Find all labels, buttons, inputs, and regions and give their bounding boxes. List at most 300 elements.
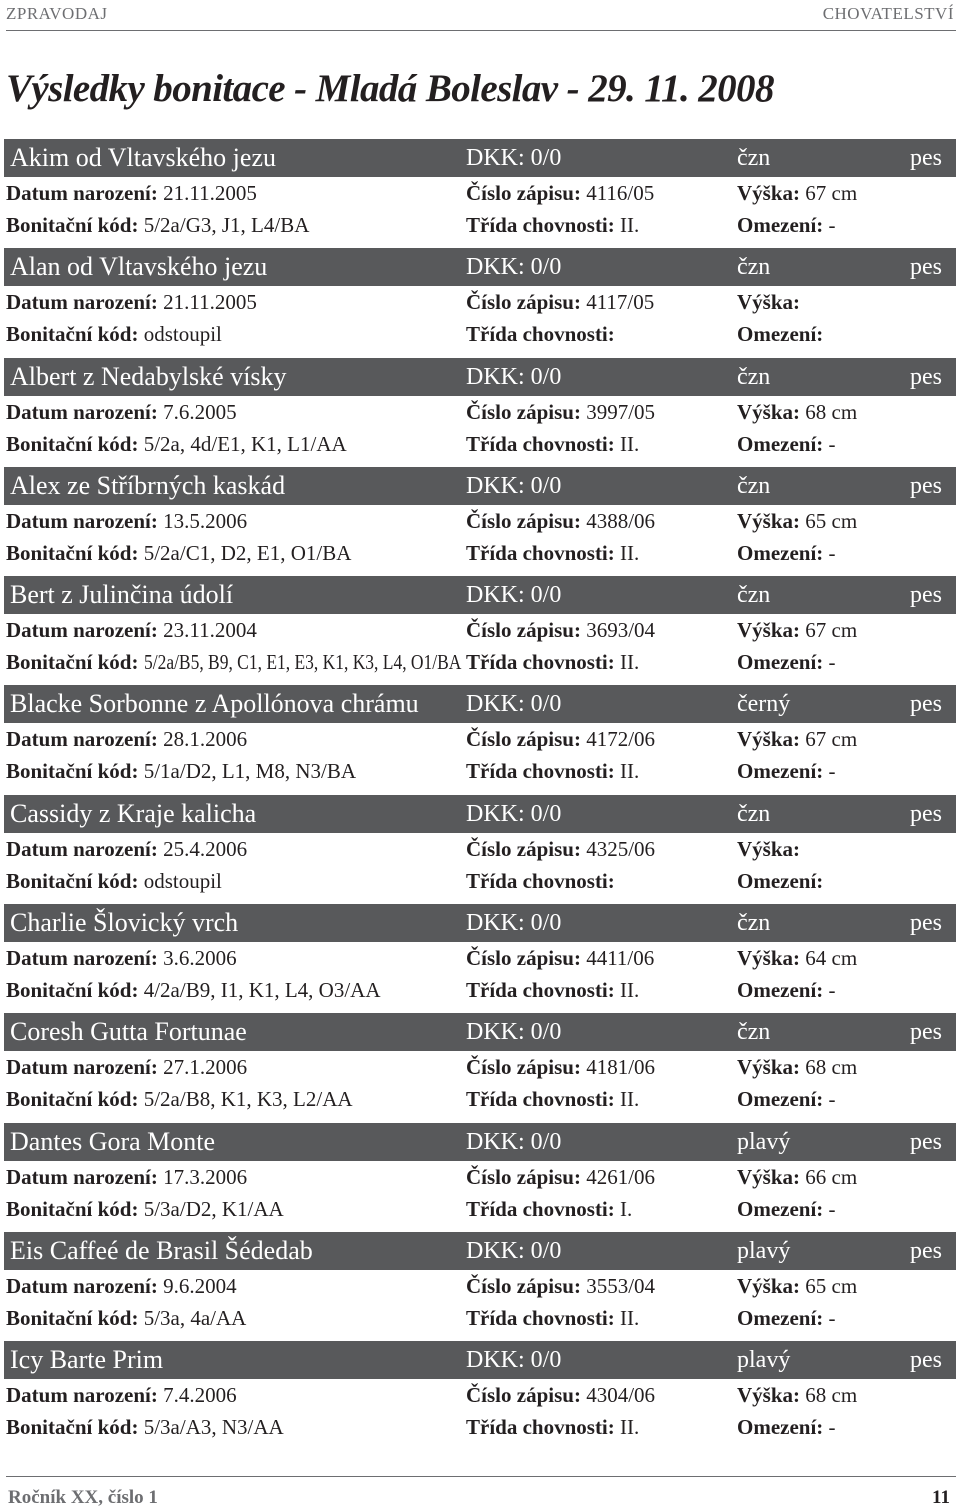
code-label: Bonitační kód: xyxy=(6,978,139,1003)
bonitation-code xyxy=(6,646,525,678)
dkk-label: DKK: xyxy=(466,800,525,827)
registration xyxy=(466,723,655,755)
height xyxy=(737,1161,857,1193)
code-label: Bonitační kód: xyxy=(6,1305,139,1330)
dkk-value xyxy=(466,1232,561,1270)
registration xyxy=(466,396,655,428)
registration xyxy=(466,505,655,537)
dkk-result: 0/0 xyxy=(530,1347,562,1374)
breeding-class xyxy=(466,865,615,897)
coat-color: plavý xyxy=(737,1128,791,1155)
dkk-label: DKK: xyxy=(466,1347,525,1374)
height-label: Výška: xyxy=(737,508,801,533)
sex: pes xyxy=(910,363,942,390)
birth-label: Datum narození: xyxy=(6,290,158,315)
entry-line-1 xyxy=(4,723,956,755)
bonitation-code xyxy=(6,755,356,787)
birth-date xyxy=(6,833,247,865)
code-value: 5/3a/D2, K1/AA xyxy=(143,1196,284,1221)
birth-date xyxy=(6,1270,237,1302)
breeding-class xyxy=(466,1083,639,1115)
dkk-label: DKK: xyxy=(466,1237,525,1264)
coat-color: černý xyxy=(737,691,791,718)
registration xyxy=(466,286,654,318)
dkk-value xyxy=(466,139,561,177)
breeding-class xyxy=(466,428,639,460)
reg-value: 4117/05 xyxy=(586,290,655,315)
class-value: II. xyxy=(620,540,640,565)
dog-name: Alex ze Stříbrných kaskád xyxy=(10,470,286,500)
code-value: 5/2a/B5, B9, C1, E1, E3, K1, K3, L4, O1/BA xyxy=(143,650,462,675)
height-label: Výška: xyxy=(737,181,801,205)
footer-rule xyxy=(6,1476,956,1477)
entry-header xyxy=(4,358,956,396)
bonitation-code xyxy=(6,209,309,241)
entry-line-1 xyxy=(4,286,956,318)
header-section: CHOVATELSTVÍ xyxy=(822,4,954,23)
class-value: II. xyxy=(620,1305,640,1330)
reg-value: 3553/04 xyxy=(586,1273,656,1298)
entry-line-1 xyxy=(4,505,956,537)
height xyxy=(737,723,857,755)
code-label: Bonitační kód: xyxy=(6,868,139,893)
dog-name: Cassidy z Kraje kalicha xyxy=(10,798,257,828)
sex: pes xyxy=(910,1347,942,1374)
height-value: 68 cm xyxy=(805,1055,858,1080)
dkk-label: DKK: xyxy=(466,254,525,281)
reg-value: 4116/05 xyxy=(586,181,655,205)
class-label: Třída chovnosti: xyxy=(466,431,615,456)
reg-label: Číslo zápisu: xyxy=(466,290,581,315)
dog-name: Alan od Vltavského jezu xyxy=(10,252,268,282)
reg-label: Číslo zápisu: xyxy=(466,1055,581,1080)
height-label: Výška: xyxy=(737,946,801,971)
restriction xyxy=(737,428,836,460)
birth-label: Datum narození: xyxy=(6,836,158,861)
sex: pes xyxy=(910,1128,942,1155)
class-value: II. xyxy=(620,759,640,784)
limit-label: Omezení: xyxy=(737,1196,824,1221)
height-value: 65 cm xyxy=(805,1273,858,1298)
entry-line-2 xyxy=(4,209,956,241)
coat-color: čzn xyxy=(737,800,771,827)
entry-line-2 xyxy=(4,1083,956,1115)
height-value: 68 cm xyxy=(805,1383,858,1408)
height-value: 64 cm xyxy=(805,946,858,971)
dog-entry xyxy=(4,795,956,904)
entry-line-2 xyxy=(4,1302,956,1334)
bonitation-code xyxy=(6,865,222,897)
class-label: Třída chovnosti: xyxy=(466,1305,615,1330)
birth-label: Datum narození: xyxy=(6,399,158,424)
birth-value: 21.11.2005 xyxy=(163,290,257,315)
entry-header xyxy=(4,467,956,505)
code-value: odstoupil xyxy=(143,322,222,347)
dkk-result: 0/0 xyxy=(530,691,562,718)
dkk-result: 0/0 xyxy=(530,1237,562,1264)
height-label: Výška: xyxy=(737,836,801,861)
entry-header xyxy=(4,248,956,286)
coat-color: čzn xyxy=(737,1019,771,1046)
dog-entry xyxy=(4,248,956,357)
page-title: Výsledky bonitace - Mladá Boleslav - 29. 11. 2008 xyxy=(6,67,774,110)
coat-color: plavý xyxy=(737,1347,791,1374)
dog-name: Blacke Sorbonne z Apollónova chrámu xyxy=(10,689,419,719)
entry-header xyxy=(4,1123,956,1161)
code-value: odstoupil xyxy=(143,868,222,893)
dkk-value xyxy=(466,1341,561,1379)
entry-line-2 xyxy=(4,537,956,569)
entry-header xyxy=(4,795,956,833)
dkk-label: DKK: xyxy=(466,910,525,937)
height-label: Výška: xyxy=(737,618,801,643)
dog-name: Eis Caffeé de Brasil Šédedab xyxy=(10,1235,313,1265)
class-label: Třída chovnosti: xyxy=(466,540,615,565)
limit-label: Omezení: xyxy=(737,431,824,456)
dog-entry xyxy=(4,1232,956,1341)
coat-color: čzn xyxy=(737,254,771,281)
code-value: 5/2a/C1, D2, E1, O1/BA xyxy=(143,540,352,565)
entry-line-1 xyxy=(4,1270,956,1302)
class-value: II. xyxy=(620,1087,640,1112)
code-label: Bonitační kód: xyxy=(6,540,139,565)
dog-name: Coresh Gutta Fortunae xyxy=(10,1017,247,1047)
entry-line-2 xyxy=(4,428,956,460)
dkk-value xyxy=(466,358,561,396)
dog-entry xyxy=(4,467,956,576)
height-label: Výška: xyxy=(737,399,801,424)
entry-line-2 xyxy=(4,1411,956,1443)
reg-label: Číslo zápisu: xyxy=(466,618,581,643)
entry-header xyxy=(4,1013,956,1051)
birth-label: Datum narození: xyxy=(6,727,158,752)
entry-line-1 xyxy=(4,1051,956,1083)
height xyxy=(737,1051,857,1083)
registration xyxy=(466,833,655,865)
limit-label: Omezení: xyxy=(737,650,824,675)
reg-value: 4388/06 xyxy=(586,508,656,533)
birth-label: Datum narození: xyxy=(6,508,158,533)
dkk-result: 0/0 xyxy=(530,910,562,937)
birth-label: Datum narození: xyxy=(6,1383,158,1408)
height-value: 67 cm xyxy=(805,181,858,205)
code-label: Bonitační kód: xyxy=(6,759,139,784)
height-label: Výška: xyxy=(737,1383,801,1408)
dog-entry xyxy=(4,685,956,794)
reg-label: Číslo zápisu: xyxy=(466,1273,581,1298)
class-label: Třída chovnosti: xyxy=(466,759,615,784)
class-value: I. xyxy=(620,1196,633,1221)
birth-date xyxy=(6,723,247,755)
class-value: II. xyxy=(620,650,640,675)
class-label: Třída chovnosti: xyxy=(466,868,615,893)
entry-header xyxy=(4,1341,956,1379)
class-label: Třída chovnosti: xyxy=(466,1087,615,1112)
dog-entry xyxy=(4,1013,956,1122)
limit-label: Omezení: xyxy=(737,213,824,237)
height-label: Výška: xyxy=(737,290,801,315)
restriction xyxy=(737,318,823,350)
height xyxy=(737,942,857,974)
limit-value: - xyxy=(828,978,836,1003)
birth-value: 25.4.2006 xyxy=(163,836,248,861)
dkk-value xyxy=(466,576,561,614)
code-label: Bonitační kód: xyxy=(6,322,139,347)
dkk-value xyxy=(466,248,561,286)
code-label: Bonitační kód: xyxy=(6,1196,139,1221)
coat-color: čzn xyxy=(737,582,771,609)
reg-label: Číslo zápisu: xyxy=(466,181,581,205)
code-value: 5/3a/A3, N3/AA xyxy=(143,1415,284,1440)
sex: pes xyxy=(910,800,942,827)
footer-issue: Ročník XX, číslo 1 xyxy=(8,1487,158,1508)
limit-label: Omezení: xyxy=(737,868,824,893)
birth-date xyxy=(6,286,257,318)
registration xyxy=(466,1379,655,1411)
entry-line-1 xyxy=(4,396,956,428)
entry-line-2 xyxy=(4,318,956,350)
limit-value: - xyxy=(828,1415,836,1440)
limit-label: Omezení: xyxy=(737,1087,824,1112)
height-label: Výška: xyxy=(737,1273,801,1298)
entry-line-2 xyxy=(4,646,956,678)
code-label: Bonitační kód: xyxy=(6,431,139,456)
class-label: Třída chovnosti: xyxy=(466,322,615,347)
dkk-result: 0/0 xyxy=(530,145,562,171)
birth-date xyxy=(6,942,237,974)
birth-value: 27.1.2006 xyxy=(163,1055,248,1080)
birth-value: 28.1.2006 xyxy=(163,727,248,752)
birth-label: Datum narození: xyxy=(6,946,158,971)
reg-label: Číslo zápisu: xyxy=(466,508,581,533)
height xyxy=(737,177,857,209)
code-value: 5/1a/D2, L1, M8, N3/BA xyxy=(143,759,357,784)
birth-value: 7.4.2006 xyxy=(163,1383,237,1408)
limit-value: - xyxy=(828,650,836,675)
sex: pes xyxy=(910,472,942,499)
limit-value: - xyxy=(828,213,836,237)
height-label: Výška: xyxy=(737,1164,801,1189)
entry-header xyxy=(4,685,956,723)
height-label: Výška: xyxy=(737,727,801,752)
birth-date xyxy=(6,1379,237,1411)
bonitation-code xyxy=(6,1302,246,1334)
limit-value: - xyxy=(828,1196,836,1221)
registration xyxy=(466,1051,655,1083)
limit-label: Omezení: xyxy=(737,759,824,784)
breeding-class xyxy=(466,537,639,569)
restriction xyxy=(737,1193,836,1225)
dkk-result: 0/0 xyxy=(530,582,562,609)
birth-value: 9.6.2004 xyxy=(163,1273,237,1298)
class-label: Třída chovnosti: xyxy=(466,978,615,1003)
entry-line-1 xyxy=(4,1379,956,1411)
reg-label: Číslo zápisu: xyxy=(466,399,581,424)
entry-header xyxy=(4,1232,956,1270)
registration xyxy=(466,1161,655,1193)
restriction xyxy=(737,537,836,569)
coat-color: čzn xyxy=(737,472,771,499)
dkk-label: DKK: xyxy=(466,582,525,609)
bonitation-code xyxy=(6,428,347,460)
breeding-class xyxy=(466,318,615,350)
limit-value: - xyxy=(828,1087,836,1112)
restriction xyxy=(737,646,836,678)
sex: pes xyxy=(910,910,942,937)
page-number: 11 xyxy=(932,1487,950,1508)
restriction xyxy=(737,865,823,897)
height xyxy=(737,614,857,646)
class-value: II. xyxy=(620,1415,640,1440)
sex: pes xyxy=(910,254,942,281)
registration xyxy=(466,942,654,974)
code-label: Bonitační kód: xyxy=(6,650,139,675)
height xyxy=(737,1379,857,1411)
breeding-class xyxy=(466,974,639,1006)
reg-label: Číslo zápisu: xyxy=(466,1164,581,1189)
restriction xyxy=(737,755,836,787)
header-publication: ZPRAVODAJ xyxy=(6,4,108,23)
breeding-class xyxy=(466,209,639,241)
results-list xyxy=(4,139,956,1451)
height-value: 67 cm xyxy=(805,727,858,752)
code-value: 5/2a/B8, K1, K3, L2/AA xyxy=(143,1087,353,1112)
dkk-value xyxy=(466,1013,561,1051)
height xyxy=(737,505,857,537)
class-label: Třída chovnosti: xyxy=(466,213,615,237)
dkk-value xyxy=(466,904,561,942)
entry-line-1 xyxy=(4,833,956,865)
bonitation-code xyxy=(6,974,381,1006)
dkk-value xyxy=(466,795,561,833)
coat-color: čzn xyxy=(737,910,771,937)
coat-color: plavý xyxy=(737,1237,791,1264)
dkk-result: 0/0 xyxy=(530,254,562,281)
limit-label: Omezení: xyxy=(737,1415,824,1440)
breeding-class xyxy=(466,646,639,678)
limit-value: - xyxy=(828,540,836,565)
registration xyxy=(466,177,654,209)
sex: pes xyxy=(910,145,942,171)
limit-value: - xyxy=(828,431,836,456)
limit-value: - xyxy=(828,1305,836,1330)
dog-entry xyxy=(4,576,956,685)
header-rule xyxy=(6,30,956,31)
entry-line-1 xyxy=(4,1161,956,1193)
class-label: Třída chovnosti: xyxy=(466,1415,615,1440)
birth-label: Datum narození: xyxy=(6,1164,158,1189)
birth-value: 17.3.2006 xyxy=(163,1164,248,1189)
reg-label: Číslo zápisu: xyxy=(466,946,581,971)
entry-line-2 xyxy=(4,865,956,897)
birth-date xyxy=(6,614,257,646)
dog-name: Akim od Vltavského jezu xyxy=(10,143,276,172)
limit-label: Omezení: xyxy=(737,322,824,347)
entry-line-2 xyxy=(4,755,956,787)
dkk-label: DKK: xyxy=(466,145,525,171)
height-value: 65 cm xyxy=(805,508,858,533)
reg-value: 4181/06 xyxy=(586,1055,656,1080)
dkk-label: DKK: xyxy=(466,363,525,390)
code-value: 5/2a/G3, J1, L4/BA xyxy=(143,213,310,237)
entry-line-1 xyxy=(4,614,956,646)
birth-value: 21.11.2005 xyxy=(163,181,257,205)
restriction xyxy=(737,1083,836,1115)
birth-value: 7.6.2005 xyxy=(163,399,237,424)
code-label: Bonitační kód: xyxy=(6,1087,139,1112)
height xyxy=(737,833,800,865)
breeding-class xyxy=(466,1193,632,1225)
birth-date xyxy=(6,177,257,209)
bonitation-code xyxy=(6,537,351,569)
reg-value: 4325/06 xyxy=(586,836,656,861)
class-value: II. xyxy=(620,431,640,456)
class-value: II. xyxy=(620,213,640,237)
restriction xyxy=(737,1302,836,1334)
height xyxy=(737,396,857,428)
birth-value: 13.5.2006 xyxy=(163,508,248,533)
limit-label: Omezení: xyxy=(737,540,824,565)
registration xyxy=(466,1270,655,1302)
entry-header xyxy=(4,904,956,942)
dkk-value xyxy=(466,467,561,505)
birth-value: 23.11.2004 xyxy=(163,618,257,643)
height-value: 66 cm xyxy=(805,1164,858,1189)
dkk-value xyxy=(466,685,561,723)
reg-value: 4172/06 xyxy=(586,727,656,752)
reg-label: Číslo zápisu: xyxy=(466,836,581,861)
reg-value: 4411/06 xyxy=(586,946,655,971)
dog-name: Icy Barte Prim xyxy=(10,1345,164,1375)
code-value: 4/2a/B9, I1, K1, L4, O3/AA xyxy=(143,978,381,1003)
height-label: Výška: xyxy=(737,1055,801,1080)
height-value: 68 cm xyxy=(805,399,858,424)
bonitation-code xyxy=(6,318,222,350)
breeding-class xyxy=(466,755,639,787)
birth-date xyxy=(6,1051,247,1083)
bonitation-code xyxy=(6,1083,353,1115)
dog-name: Bert z Julinčina údolí xyxy=(10,580,234,610)
restriction xyxy=(737,209,836,241)
dkk-value xyxy=(466,1123,561,1161)
dog-name: Dantes Gora Monte xyxy=(10,1126,216,1156)
dog-name: Albert z Nedabylské vísky xyxy=(10,361,287,391)
reg-label: Číslo zápisu: xyxy=(466,1383,581,1408)
code-value: 5/2a, 4d/E1, K1, L1/AA xyxy=(143,431,347,456)
entry-header xyxy=(4,576,956,614)
height xyxy=(737,286,800,318)
code-value: 5/3a, 4a/AA xyxy=(143,1305,247,1330)
limit-value: - xyxy=(828,759,836,784)
restriction xyxy=(737,1411,836,1443)
sex: pes xyxy=(910,1019,942,1046)
dkk-result: 0/0 xyxy=(530,1128,562,1155)
birth-date xyxy=(6,505,247,537)
entry-header xyxy=(4,139,956,177)
dog-name: Charlie Šlovický vrch xyxy=(10,908,239,938)
reg-value: 3997/05 xyxy=(586,399,656,424)
dog-entry xyxy=(4,139,956,248)
dkk-result: 0/0 xyxy=(530,1019,562,1046)
dkk-label: DKK: xyxy=(466,691,525,718)
breeding-class xyxy=(466,1302,639,1334)
entry-line-2 xyxy=(4,1193,956,1225)
dog-entry xyxy=(4,1341,956,1450)
sex: pes xyxy=(910,691,942,718)
reg-value: 4261/06 xyxy=(586,1164,656,1189)
dkk-result: 0/0 xyxy=(530,800,562,827)
sex: pes xyxy=(910,1237,942,1264)
